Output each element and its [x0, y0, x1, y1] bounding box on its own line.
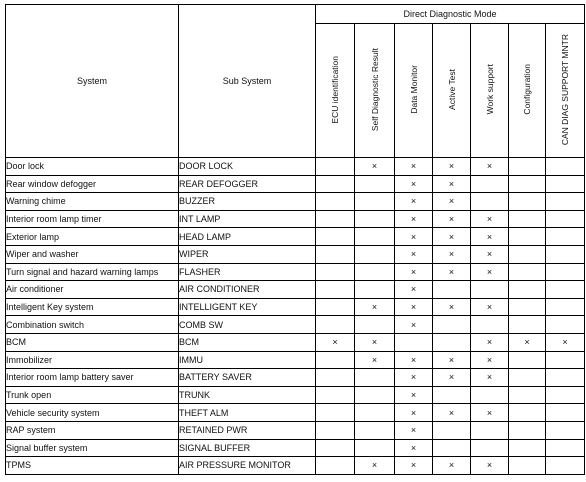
mode-label: Active Test	[446, 69, 457, 110]
empty-mark-cell	[509, 263, 546, 281]
empty-mark-cell	[355, 439, 395, 457]
sub-system-cell: TRUNK	[179, 386, 316, 404]
supported-mark-cell: ×	[355, 351, 395, 369]
empty-mark-cell	[316, 228, 355, 246]
system-cell: Wiper and washer	[6, 245, 179, 263]
supported-mark-cell: ×	[433, 175, 471, 193]
table-row	[6, 228, 585, 246]
supported-mark-cell: ×	[395, 386, 433, 404]
empty-mark-cell	[509, 351, 546, 369]
supported-mark-cell: ×	[433, 351, 471, 369]
column-header-mode	[546, 24, 585, 158]
mode-label: ECU identification	[330, 55, 340, 124]
system-cell: Intelligent Key system	[6, 298, 179, 316]
empty-mark-cell	[509, 421, 546, 439]
empty-mark-cell	[546, 404, 585, 422]
supported-mark-cell: ×	[471, 228, 509, 246]
sub-system-cell: IMMU	[179, 351, 316, 369]
empty-mark-cell	[471, 386, 509, 404]
empty-mark-cell	[316, 281, 355, 299]
empty-mark-cell	[355, 175, 395, 193]
table-row	[6, 333, 585, 351]
sub-system-cell: COMB SW	[179, 316, 316, 334]
empty-mark-cell	[355, 210, 395, 228]
empty-mark-cell	[471, 421, 509, 439]
sub-system-cell: AIR CONDITIONER	[179, 281, 316, 299]
column-header-mode	[395, 24, 433, 158]
empty-mark-cell	[316, 457, 355, 475]
empty-mark-cell	[355, 245, 395, 263]
empty-mark-cell	[509, 439, 546, 457]
empty-mark-cell	[355, 193, 395, 211]
empty-mark-cell	[355, 263, 395, 281]
mode-label: Self Diagnostic Result	[369, 47, 380, 132]
sub-system-cell: BUZZER	[179, 193, 316, 211]
system-cell: Exterior lamp	[6, 228, 179, 246]
supported-mark-cell: ×	[471, 369, 509, 387]
empty-mark-cell	[546, 421, 585, 439]
column-header-mode	[316, 24, 355, 158]
empty-mark-cell	[316, 404, 355, 422]
empty-mark-cell	[546, 158, 585, 176]
empty-mark-cell	[316, 263, 355, 281]
empty-mark-cell	[546, 175, 585, 193]
column-header-sub-system: Sub System	[179, 5, 316, 158]
supported-mark-cell: ×	[433, 158, 471, 176]
supported-mark-cell: ×	[395, 421, 433, 439]
system-cell: Vehicle security system	[6, 404, 179, 422]
supported-mark-cell: ×	[355, 298, 395, 316]
sub-system-cell: REAR DEFOGGER	[179, 175, 316, 193]
empty-mark-cell	[433, 316, 471, 334]
empty-mark-cell	[316, 175, 355, 193]
table-row	[6, 457, 585, 475]
empty-mark-cell	[509, 210, 546, 228]
system-cell: Interior room lamp battery saver	[6, 369, 179, 387]
empty-mark-cell	[355, 386, 395, 404]
table-row	[6, 316, 585, 334]
supported-mark-cell: ×	[433, 457, 471, 475]
empty-mark-cell	[546, 245, 585, 263]
sub-system-cell: INT LAMP	[179, 210, 316, 228]
empty-mark-cell	[316, 369, 355, 387]
sub-system-cell: WIPER	[179, 245, 316, 263]
system-cell: Immobilizer	[6, 351, 179, 369]
empty-mark-cell	[509, 316, 546, 334]
sub-system-cell: BCM	[179, 333, 316, 351]
empty-mark-cell	[395, 333, 433, 351]
supported-mark-cell: ×	[395, 158, 433, 176]
empty-mark-cell	[316, 316, 355, 334]
supported-mark-cell: ×	[433, 210, 471, 228]
table-row	[6, 421, 585, 439]
sub-system-cell: THEFT ALM	[179, 404, 316, 422]
supported-mark-cell: ×	[471, 457, 509, 475]
empty-mark-cell	[546, 193, 585, 211]
empty-mark-cell	[546, 439, 585, 457]
table-row	[6, 351, 585, 369]
empty-mark-cell	[471, 439, 509, 457]
empty-mark-cell	[509, 281, 546, 299]
empty-mark-cell	[546, 457, 585, 475]
column-header-mode	[433, 24, 471, 158]
empty-mark-cell	[433, 281, 471, 299]
system-cell: BCM	[6, 333, 179, 351]
supported-mark-cell: ×	[395, 228, 433, 246]
table-row	[6, 386, 585, 404]
table-row	[6, 245, 585, 263]
mode-label: Data Monitor	[408, 65, 419, 114]
empty-mark-cell	[355, 316, 395, 334]
sub-system-cell: AIR PRESSURE MONITOR	[179, 457, 316, 475]
supported-mark-cell: ×	[395, 175, 433, 193]
system-cell: Signal buffer system	[6, 439, 179, 457]
mode-label: Work support	[484, 64, 495, 115]
empty-mark-cell	[546, 351, 585, 369]
system-cell: Turn signal and hazard warning lamps	[6, 263, 179, 281]
supported-mark-cell: ×	[433, 193, 471, 211]
system-cell: Trunk open	[6, 386, 179, 404]
column-group-direct-diagnostic-mode: Direct Diagnostic Mode	[316, 5, 585, 24]
empty-mark-cell	[546, 263, 585, 281]
table-row	[6, 439, 585, 457]
supported-mark-cell: ×	[546, 333, 585, 351]
empty-mark-cell	[433, 421, 471, 439]
empty-mark-cell	[433, 439, 471, 457]
empty-mark-cell	[509, 369, 546, 387]
empty-mark-cell	[546, 298, 585, 316]
empty-mark-cell	[509, 457, 546, 475]
empty-mark-cell	[316, 421, 355, 439]
empty-mark-cell	[355, 369, 395, 387]
sub-system-cell: BATTERY SAVER	[179, 369, 316, 387]
supported-mark-cell: ×	[471, 404, 509, 422]
mode-label: CAN DIAG SUPPORT MNTR	[560, 33, 570, 146]
sub-system-cell: SIGNAL BUFFER	[179, 439, 316, 457]
system-cell: Warning chime	[6, 193, 179, 211]
system-cell: Interior room lamp timer	[6, 210, 179, 228]
table-row	[6, 281, 585, 299]
empty-mark-cell	[471, 316, 509, 334]
empty-mark-cell	[316, 298, 355, 316]
empty-mark-cell	[355, 404, 395, 422]
empty-mark-cell	[433, 333, 471, 351]
supported-mark-cell: ×	[395, 245, 433, 263]
empty-mark-cell	[471, 175, 509, 193]
sub-system-cell: FLASHER	[179, 263, 316, 281]
empty-mark-cell	[546, 386, 585, 404]
supported-mark-cell: ×	[471, 245, 509, 263]
empty-mark-cell	[509, 228, 546, 246]
column-header-system: System	[6, 5, 179, 158]
empty-mark-cell	[509, 404, 546, 422]
supported-mark-cell: ×	[509, 333, 546, 351]
supported-mark-cell: ×	[471, 210, 509, 228]
supported-mark-cell: ×	[316, 333, 355, 351]
supported-mark-cell: ×	[433, 228, 471, 246]
diagnostic-mode-table	[5, 4, 585, 475]
empty-mark-cell	[316, 351, 355, 369]
table-row	[6, 210, 585, 228]
empty-mark-cell	[509, 298, 546, 316]
supported-mark-cell: ×	[395, 210, 433, 228]
column-header-mode	[355, 24, 395, 158]
supported-mark-cell: ×	[395, 316, 433, 334]
empty-mark-cell	[546, 316, 585, 334]
empty-mark-cell	[355, 421, 395, 439]
supported-mark-cell: ×	[433, 369, 471, 387]
supported-mark-cell: ×	[355, 158, 395, 176]
supported-mark-cell: ×	[395, 404, 433, 422]
empty-mark-cell	[316, 210, 355, 228]
system-cell: Door lock	[6, 158, 179, 176]
supported-mark-cell: ×	[395, 457, 433, 475]
empty-mark-cell	[316, 193, 355, 211]
sub-system-cell: DOOR LOCK	[179, 158, 316, 176]
supported-mark-cell: ×	[395, 369, 433, 387]
table-body	[6, 158, 585, 475]
system-cell: TPMS	[6, 457, 179, 475]
sub-system-cell: RETAINED PWR	[179, 421, 316, 439]
supported-mark-cell: ×	[395, 351, 433, 369]
supported-mark-cell: ×	[471, 263, 509, 281]
supported-mark-cell: ×	[471, 351, 509, 369]
supported-mark-cell: ×	[471, 298, 509, 316]
table-row	[6, 404, 585, 422]
table-header	[6, 5, 585, 158]
empty-mark-cell	[355, 281, 395, 299]
supported-mark-cell: ×	[433, 298, 471, 316]
empty-mark-cell	[546, 210, 585, 228]
empty-mark-cell	[471, 281, 509, 299]
empty-mark-cell	[471, 193, 509, 211]
mode-label: Configuration	[522, 64, 532, 115]
column-header-mode	[509, 24, 546, 158]
empty-mark-cell	[316, 245, 355, 263]
empty-mark-cell	[509, 245, 546, 263]
system-cell: Air conditioner	[6, 281, 179, 299]
table-row	[6, 263, 585, 281]
supported-mark-cell: ×	[433, 263, 471, 281]
table-row	[6, 298, 585, 316]
table-row	[6, 193, 585, 211]
supported-mark-cell: ×	[471, 158, 509, 176]
table-row	[6, 369, 585, 387]
supported-mark-cell: ×	[433, 245, 471, 263]
system-cell: Combination switch	[6, 316, 179, 334]
supported-mark-cell: ×	[395, 298, 433, 316]
empty-mark-cell	[509, 193, 546, 211]
empty-mark-cell	[433, 386, 471, 404]
supported-mark-cell: ×	[395, 193, 433, 211]
supported-mark-cell: ×	[433, 404, 471, 422]
empty-mark-cell	[546, 228, 585, 246]
sub-system-cell: HEAD LAMP	[179, 228, 316, 246]
system-cell: RAP system	[6, 421, 179, 439]
empty-mark-cell	[316, 439, 355, 457]
empty-mark-cell	[509, 175, 546, 193]
empty-mark-cell	[316, 386, 355, 404]
supported-mark-cell: ×	[395, 263, 433, 281]
system-cell: Rear window defogger	[6, 175, 179, 193]
supported-mark-cell: ×	[471, 333, 509, 351]
table-row	[6, 175, 585, 193]
empty-mark-cell	[355, 228, 395, 246]
empty-mark-cell	[546, 369, 585, 387]
supported-mark-cell: ×	[395, 281, 433, 299]
sub-system-cell: INTELLIGENT KEY	[179, 298, 316, 316]
supported-mark-cell: ×	[395, 439, 433, 457]
empty-mark-cell	[509, 386, 546, 404]
empty-mark-cell	[546, 281, 585, 299]
supported-mark-cell: ×	[355, 457, 395, 475]
empty-mark-cell	[509, 158, 546, 176]
column-header-mode	[471, 24, 509, 158]
empty-mark-cell	[316, 158, 355, 176]
supported-mark-cell: ×	[355, 333, 395, 351]
table-row	[6, 158, 585, 176]
